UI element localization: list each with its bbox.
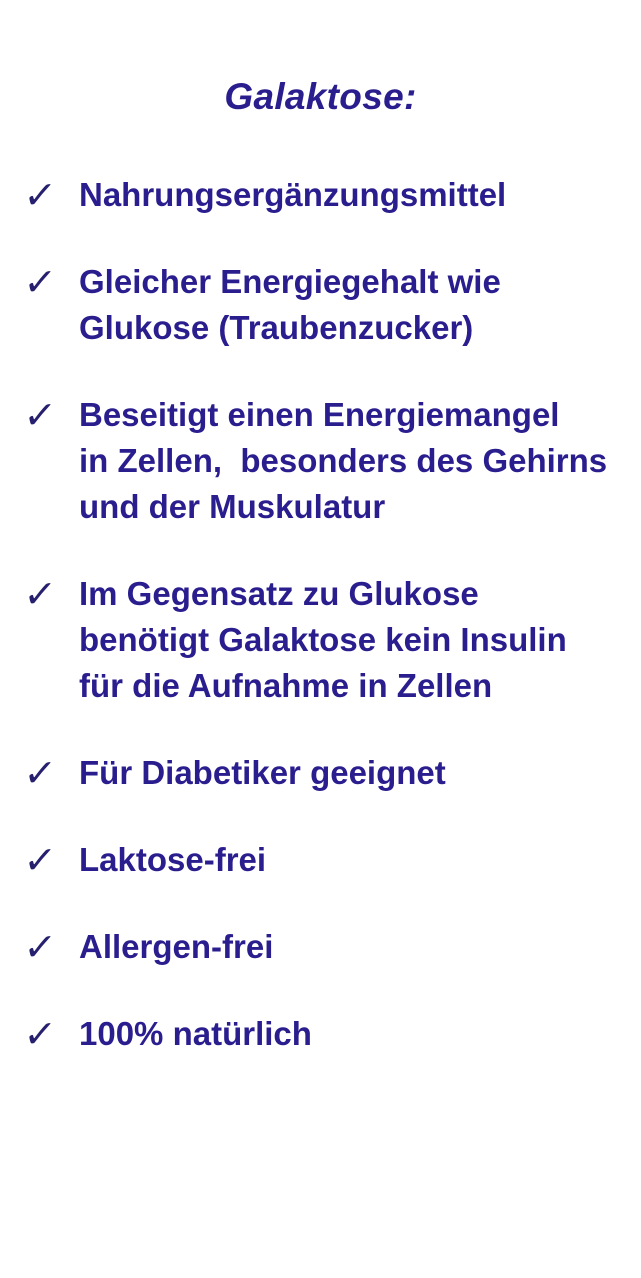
benefit-item: [0, 392, 627, 530]
benefit-text: [79, 259, 627, 351]
benefit-line: Im Gegensatz zu Glukose: [79, 575, 479, 612]
benefit-text: [79, 392, 627, 530]
flyer-page: [0, 78, 641, 1278]
benefit-line: Beseitigt einen Energiemangel: [79, 396, 560, 433]
benefit-text: [79, 1011, 627, 1057]
benefit-item: [0, 750, 627, 796]
benefit-item: [0, 172, 627, 218]
checkmark-icon: ✓: [21, 393, 59, 437]
benefit-line: Für Diabetiker geeignet: [79, 754, 446, 791]
checkmark-icon: ✓: [21, 751, 59, 795]
benefit-item: [0, 924, 627, 970]
benefit-line: Glukose (Traubenzucker): [79, 309, 474, 346]
benefit-item: [0, 259, 627, 351]
checkmark-icon: ✓: [21, 260, 59, 304]
benefit-line: Gleicher Energiegehalt wie: [79, 263, 501, 300]
benefit-item: [0, 571, 627, 709]
checkmark-icon: ✓: [21, 1012, 59, 1056]
benefit-line: Laktose-frei: [79, 841, 267, 878]
benefit-line: für die Aufnahme in Zellen: [79, 667, 493, 704]
benefit-line: Allergen-frei: [79, 928, 274, 965]
benefit-line: und der Muskulatur: [79, 488, 386, 525]
checkmark-icon: ✓: [21, 173, 59, 217]
checkmark-icon: ✓: [21, 572, 59, 616]
benefit-text: [79, 924, 627, 970]
benefit-text: [79, 172, 627, 218]
benefit-item: [0, 1011, 627, 1057]
benefit-line: Nahrungsergänzungsmittel: [79, 176, 507, 213]
benefit-text: [79, 837, 627, 883]
benefit-text: [79, 571, 627, 709]
benefit-text: [79, 750, 627, 796]
benefit-line: benötigt Galaktose kein Insulin: [79, 621, 567, 658]
checkmark-icon: ✓: [21, 838, 59, 882]
page-title: Galaktose:: [224, 76, 417, 117]
checkmark-icon: ✓: [21, 925, 59, 969]
benefit-item: [0, 837, 627, 883]
benefit-line: 100% natürlich: [79, 1015, 312, 1052]
benefit-line: in Zellen, besonders des Gehirns: [79, 442, 608, 479]
benefit-list: [0, 172, 641, 1057]
